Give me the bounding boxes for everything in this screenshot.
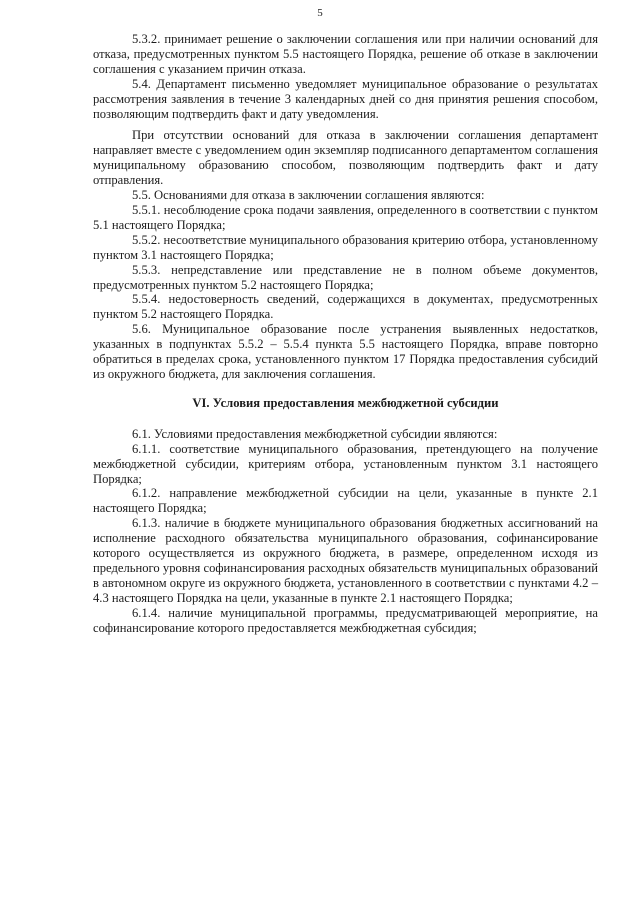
paragraph-5-5-1: 5.5.1. несоблюдение срока подачи заявления, определенного в соответствии с пунктом 5.1 настоящего Порядка; bbox=[93, 202, 598, 232]
paragraph-6-1-1: 6.1.1. соответствие муниципального образования, претендующего на получение межбюджетной субсидии, критериям отбора, установленным пунктом 3.1 настоящего Порядка; bbox=[93, 441, 598, 486]
paragraph-5-6: 5.6. Муниципальное образование после устранения выявленных недостатков, указанных в подпунктах 5.5.2 – 5.5.4 пункта 5.5 настоящего Порядка, вправе повторно обратиться в пределах срока, установленного пунктом 17 Порядка предоставления субсидий из окружного бюджета, для заключения соглашения. bbox=[93, 322, 598, 381]
paragraph-6-1-4: 6.1.4. наличие муниципальной программы, предусматривающей мероприятие, на софинансирование которого предоставляется межбюджетная субсидия; bbox=[93, 605, 598, 635]
paragraph-5-5-2: 5.5.2. несоответствие муниципального образования критерию отбора, установленному пунктом 3.1 настоящего Порядка; bbox=[93, 232, 598, 262]
paragraph-5-3-2: 5.3.2. принимает решение о заключении соглашения или при наличии оснований для отказа, предусмотренных пунктом 5.5 настоящего Порядка, решение об отказе в заключении соглашения с указанием причин отказа. bbox=[93, 32, 598, 76]
paragraph-5-4: 5.4. Департамент письменно уведомляет муниципальное образование о результатах рассмотрения заявления в течение 3 календарных дней со дня принятия решения способом, позволяющим подтвердить факт и дату уведомления. bbox=[93, 76, 598, 121]
section-heading: VI. Условия предоставления межбюджетной субсидии bbox=[192, 395, 499, 410]
document-body bbox=[93, 32, 598, 636]
page-number: 5 bbox=[317, 7, 323, 19]
paragraph-6-1-2: 6.1.2. направление межбюджетной субсидии на цели, указанные в пункте 2.1 настоящего Порядка; bbox=[93, 486, 598, 516]
paragraph-5-5-3: 5.5.3. непредставление или представление не в полном объеме документов, предусмотренных пунктом 5.2 настоящего Порядка; bbox=[93, 262, 598, 292]
paragraph-5-5: 5.5. Основаниями для отказа в заключении соглашения являются: bbox=[132, 188, 485, 203]
paragraph-no-refusal-grounds: При отсутствии оснований для отказа в заключении соглашения департамент направляет вместе с уведомлением один экземпляр подписанного департаментом соглашения муниципальному образованию способом, позволяющим подтвердить факт и дату отправления. bbox=[93, 128, 598, 188]
paragraph-6-1: 6.1. Условиями предоставления межбюджетной субсидии являются: bbox=[132, 426, 498, 441]
paragraph-6-1-3: 6.1.3. наличие в бюджете муниципального образования бюджетных ассигнований на исполнение расходного обязательства муниципального образования, софинансирование которого осуществляется из окружного бюджета, в размере, определенном исходя из предельного уровня софинансирования расходных обязательств муниципальных образований в автономном округе из окружного бюджета, установленного в соответствии с пунктами 4.2 – 4.3 настоящего Порядка на цели, указанные в пункте 2.1 настоящего Порядка; bbox=[93, 516, 598, 605]
paragraph-5-5-4: 5.5.4. недостоверность сведений, содержащихся в документах, предусмотренных пунктом 5.2 настоящего Порядка. bbox=[93, 292, 598, 322]
